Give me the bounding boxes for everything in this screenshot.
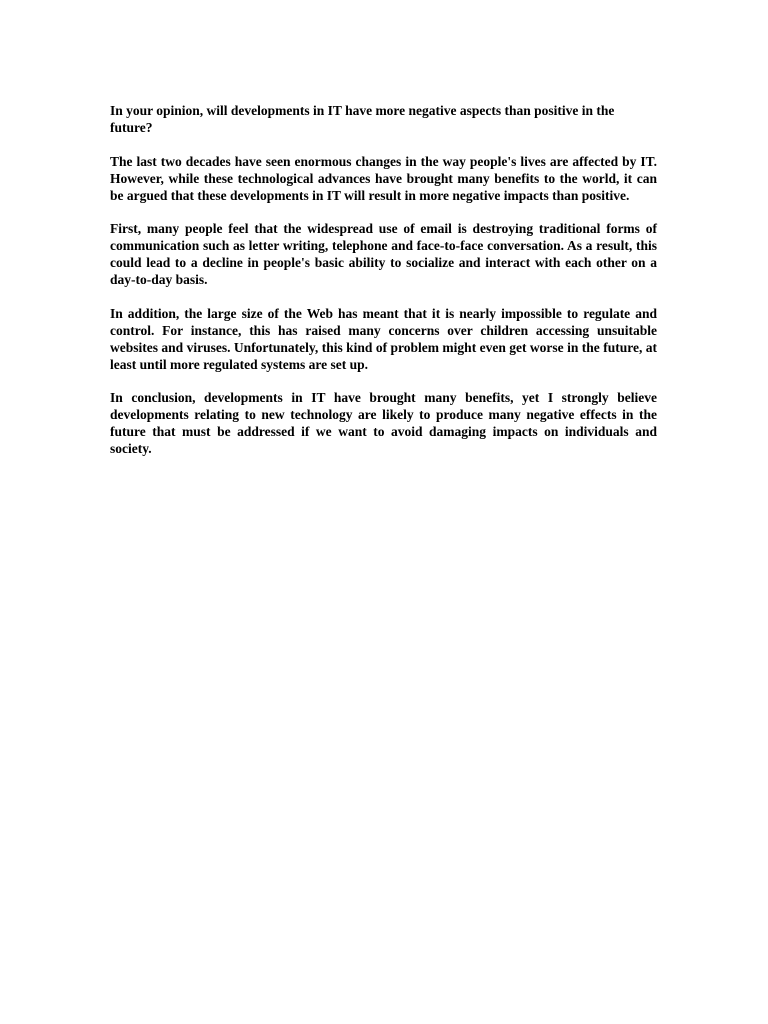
paragraph-conclusion: In conclusion, developments in IT have brought many benefits, yet I strongly believe developments relating to new technology are likely to produce many negative effects in the future that must be addressed if we want to avoid damaging impacts on individuals and society. [110, 390, 657, 457]
essay-question: In your opinion, will developments in IT have more negative aspects than positive in the future? [110, 103, 615, 135]
paragraph-introduction: The last two decades have seen enormous changes in the way people's lives are affected by IT. However, while these technological advances have brought many benefits to the world, it can be argued that these developments in IT will result in more negative impacts than positive. [110, 153, 657, 203]
paragraph-second-point: In addition, the large size of the Web has meant that it is nearly impossible to regulate and control. For instance, this has raised many concerns over children accessing unsuitable websites and viruses. Unfortunately, this kind of problem might even get worse in the future, at least until more regulated systems are set up. [110, 305, 657, 372]
paragraph-first-point: First, many people feel that the widespread use of email is destroying traditional forms of communication such as letter writing, telephone and face-to-face conversation. As a result, this could lead to a decline in people's basic ability to socialize and interact with each other on a day-to-day basis. [110, 221, 657, 288]
essay-body [110, 103, 657, 475]
